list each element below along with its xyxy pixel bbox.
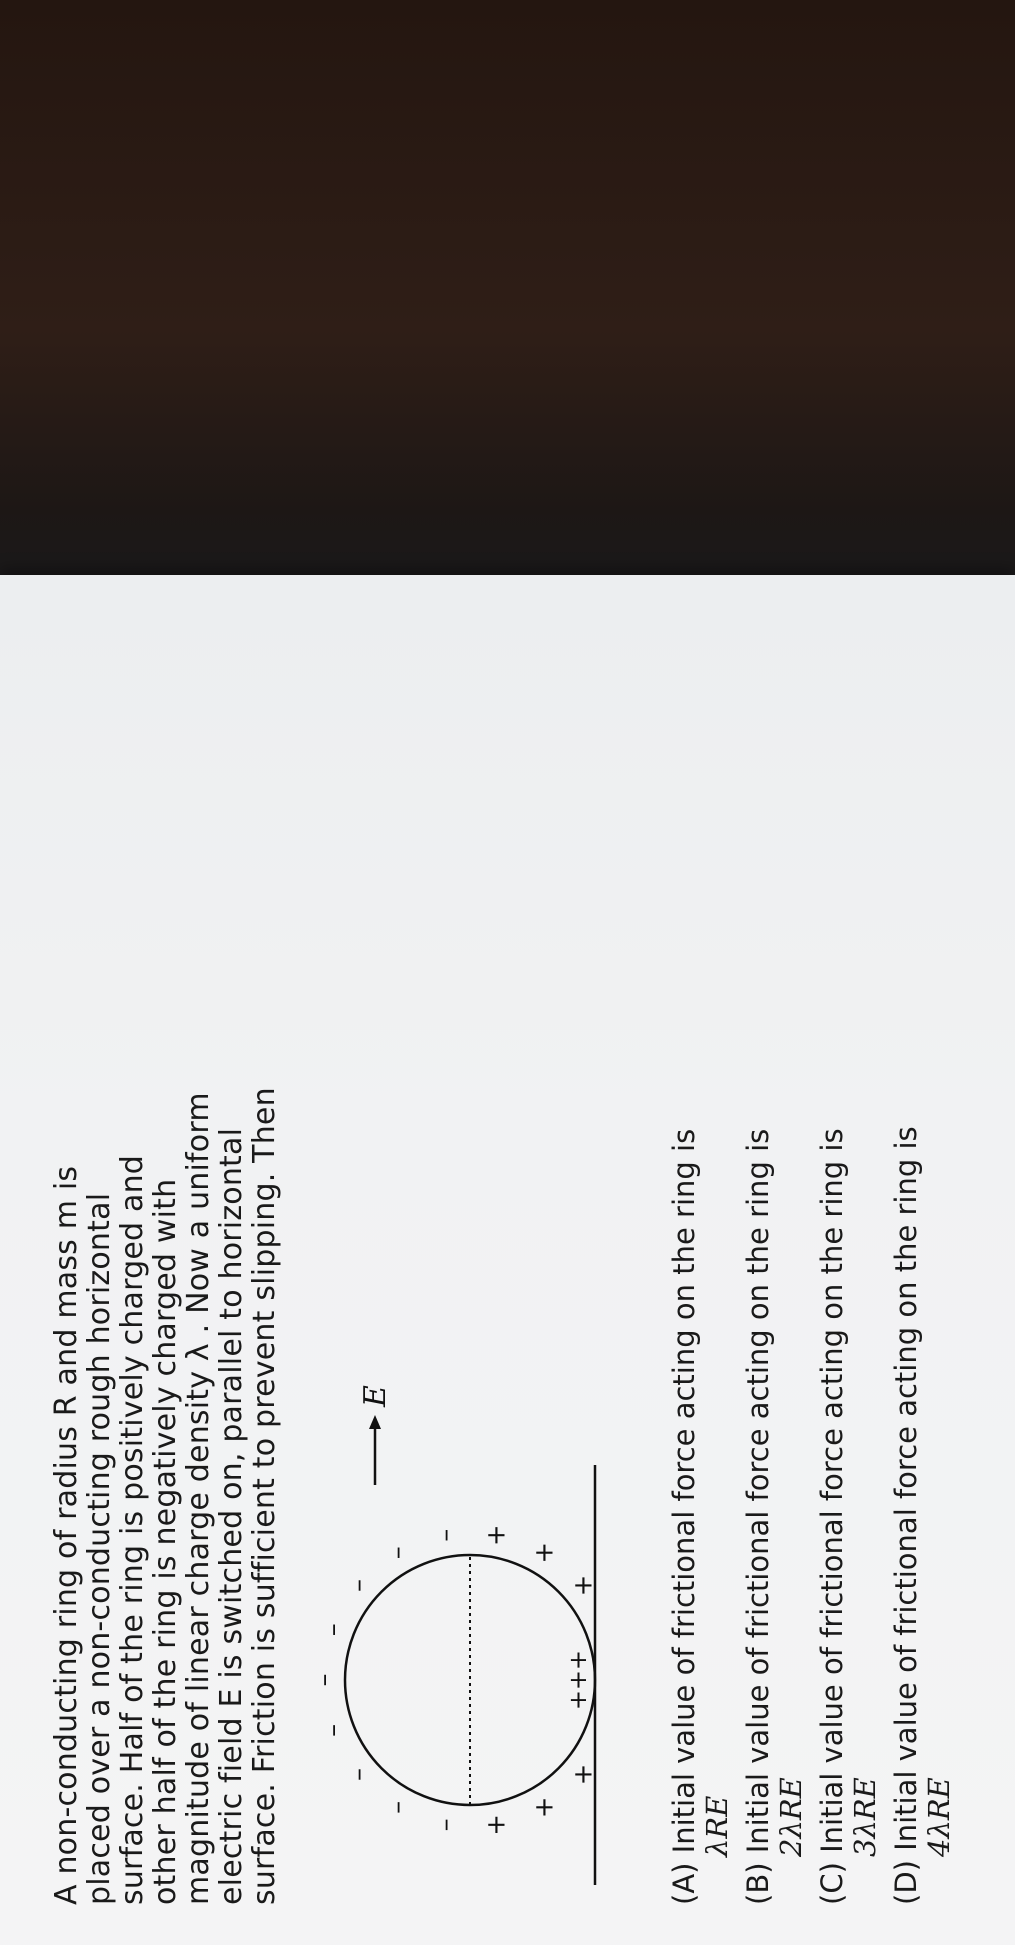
option-d-value: 4λRE bbox=[922, 1777, 956, 1857]
question-line: other half of the ring is negatively charged with bbox=[148, 1178, 183, 1905]
positive-sign: + bbox=[564, 1689, 592, 1711]
positive-sign: + bbox=[564, 1669, 592, 1691]
question-text bbox=[49, 1087, 282, 1905]
negative-charges bbox=[309, 1529, 461, 1832]
option-a-text: (A) Initial value of frictional force acting on the ring is bbox=[667, 1128, 701, 1905]
dark-background-band bbox=[0, 0, 1015, 600]
ring-diagram bbox=[305, 1345, 615, 1905]
option-a[interactable] bbox=[668, 1005, 734, 1905]
option-d-text: (D) Initial value of frictional force acting on the ring is bbox=[889, 1126, 923, 1905]
option-d[interactable] bbox=[890, 1005, 956, 1905]
answer-options bbox=[668, 1005, 964, 1905]
negative-sign: – bbox=[343, 1768, 374, 1781]
option-c-text: (C) Initial value of frictional force acting on the ring is bbox=[815, 1128, 849, 1905]
question-line: surface. Friction is sufficient to prevent slipping. Then bbox=[247, 1087, 282, 1905]
option-c[interactable] bbox=[816, 1005, 882, 1905]
question-line: placed over a non-conducting rough horizontal bbox=[82, 1192, 117, 1905]
negative-sign: – bbox=[430, 1818, 461, 1832]
question-line: surface. Half of the ring is positively charged and bbox=[115, 1154, 150, 1905]
positive-sign: + bbox=[568, 1574, 599, 1597]
field-arrow-head bbox=[369, 1415, 381, 1429]
positive-sign: + bbox=[529, 1541, 560, 1564]
positive-sign: + bbox=[564, 1649, 592, 1671]
positive-sign: + bbox=[481, 1524, 512, 1547]
question-line: magnitude of linear charge density λ . Now a uniform bbox=[181, 1092, 216, 1905]
option-b-value: 2λRE bbox=[774, 1777, 808, 1857]
positive-sign: + bbox=[529, 1796, 560, 1819]
question-line: A non-conducting ring of radius R and mass m is bbox=[49, 1165, 84, 1905]
negative-sign: – bbox=[309, 1673, 339, 1687]
option-c-value: 3λRE bbox=[848, 1777, 882, 1857]
question-line: electric field E is switched on, parallel to horizontal bbox=[214, 1127, 249, 1905]
negative-sign: – bbox=[343, 1579, 374, 1592]
field-label: E bbox=[358, 1385, 393, 1407]
option-b-text: (B) Initial value of frictional force acting on the ring is bbox=[741, 1128, 775, 1905]
positive-sign: + bbox=[568, 1763, 599, 1786]
paper-sheet bbox=[0, 575, 1015, 1945]
negative-sign: – bbox=[317, 1623, 348, 1637]
rotated-page bbox=[0, 575, 1015, 1945]
option-b[interactable] bbox=[742, 1005, 808, 1905]
positive-charges bbox=[482, 1524, 599, 1835]
negative-sign: – bbox=[430, 1528, 461, 1542]
negative-sign: – bbox=[317, 1723, 348, 1737]
positive-sign: + bbox=[481, 1813, 512, 1836]
negative-sign: – bbox=[382, 1800, 413, 1814]
negative-sign: – bbox=[382, 1546, 413, 1560]
option-a-value: λRE bbox=[700, 1795, 734, 1857]
